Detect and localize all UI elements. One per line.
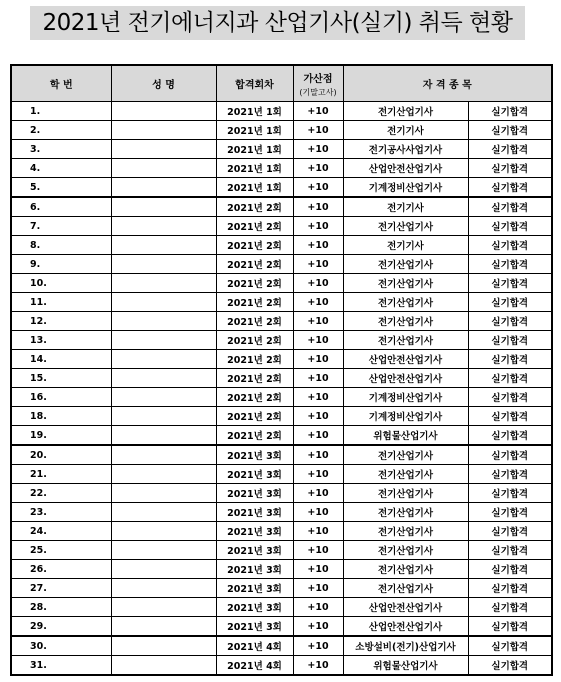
header-name: 성 명 bbox=[111, 65, 216, 102]
row-number: 14. bbox=[11, 350, 111, 369]
row-round: 2021년 1회 bbox=[216, 159, 293, 178]
table-row bbox=[11, 388, 552, 407]
header-bonus-sub: (기말고사) bbox=[299, 87, 337, 97]
table-row bbox=[11, 541, 552, 560]
row-status: 실기합격 bbox=[468, 445, 552, 465]
row-certification: 전기기사 bbox=[343, 197, 468, 217]
row-name bbox=[111, 522, 216, 541]
row-certification: 전기산업기사 bbox=[343, 560, 468, 579]
row-bonus: +10 bbox=[293, 560, 343, 579]
row-certification: 산업안전산업기사 bbox=[343, 598, 468, 617]
row-certification: 전기산업기사 bbox=[343, 293, 468, 312]
row-name bbox=[111, 178, 216, 198]
row-status: 실기합격 bbox=[468, 388, 552, 407]
row-bonus: +10 bbox=[293, 407, 343, 426]
row-number: 27. bbox=[11, 579, 111, 598]
row-number: 22. bbox=[11, 484, 111, 503]
row-bonus: +10 bbox=[293, 312, 343, 331]
row-round: 2021년 2회 bbox=[216, 350, 293, 369]
row-number: 7. bbox=[11, 217, 111, 236]
row-round: 2021년 3회 bbox=[216, 541, 293, 560]
row-certification: 전기산업기사 bbox=[343, 522, 468, 541]
row-certification: 기계정비산업기사 bbox=[343, 178, 468, 198]
row-bonus: +10 bbox=[293, 236, 343, 255]
row-round: 2021년 3회 bbox=[216, 617, 293, 637]
row-bonus: +10 bbox=[293, 274, 343, 293]
row-number: 8. bbox=[11, 236, 111, 255]
row-name bbox=[111, 102, 216, 121]
row-round: 2021년 3회 bbox=[216, 579, 293, 598]
row-status: 실기합격 bbox=[468, 636, 552, 656]
row-certification: 소방설비(전기)산업기사 bbox=[343, 636, 468, 656]
table-row bbox=[11, 503, 552, 522]
row-number: 9. bbox=[11, 255, 111, 274]
table-row bbox=[11, 331, 552, 350]
row-bonus: +10 bbox=[293, 503, 343, 522]
row-certification: 전기산업기사 bbox=[343, 274, 468, 293]
table-row bbox=[11, 350, 552, 369]
row-round: 2021년 3회 bbox=[216, 503, 293, 522]
row-name bbox=[111, 140, 216, 159]
row-name bbox=[111, 617, 216, 637]
row-round: 2021년 2회 bbox=[216, 426, 293, 446]
row-round: 2021년 3회 bbox=[216, 522, 293, 541]
table-row bbox=[11, 636, 552, 656]
row-name bbox=[111, 388, 216, 407]
row-number: 25. bbox=[11, 541, 111, 560]
row-bonus: +10 bbox=[293, 159, 343, 178]
row-status: 실기합격 bbox=[468, 598, 552, 617]
row-round: 2021년 2회 bbox=[216, 293, 293, 312]
row-certification: 전기산업기사 bbox=[343, 541, 468, 560]
row-status: 실기합격 bbox=[468, 140, 552, 159]
table-row bbox=[11, 159, 552, 178]
row-round: 2021년 2회 bbox=[216, 407, 293, 426]
row-name bbox=[111, 331, 216, 350]
table-row bbox=[11, 369, 552, 388]
certification-table bbox=[10, 64, 553, 676]
row-status: 실기합격 bbox=[468, 350, 552, 369]
row-round: 2021년 2회 bbox=[216, 255, 293, 274]
row-bonus: +10 bbox=[293, 617, 343, 637]
table-row bbox=[11, 522, 552, 541]
row-status: 실기합격 bbox=[468, 541, 552, 560]
row-name bbox=[111, 426, 216, 446]
row-round: 2021년 3회 bbox=[216, 445, 293, 465]
row-number: 2. bbox=[11, 121, 111, 140]
row-name bbox=[111, 445, 216, 465]
row-number: 11. bbox=[11, 293, 111, 312]
row-certification: 전기산업기사 bbox=[343, 579, 468, 598]
table-row bbox=[11, 579, 552, 598]
row-bonus: +10 bbox=[293, 426, 343, 446]
row-status: 실기합격 bbox=[468, 369, 552, 388]
row-name bbox=[111, 350, 216, 369]
row-status: 실기합격 bbox=[468, 465, 552, 484]
header-round: 합격회차 bbox=[216, 65, 293, 102]
row-bonus: +10 bbox=[293, 121, 343, 140]
row-bonus: +10 bbox=[293, 445, 343, 465]
row-status: 실기합격 bbox=[468, 484, 552, 503]
row-status: 실기합격 bbox=[468, 293, 552, 312]
row-certification: 산업안전산업기사 bbox=[343, 369, 468, 388]
table-row bbox=[11, 293, 552, 312]
row-number: 10. bbox=[11, 274, 111, 293]
table-row bbox=[11, 121, 552, 140]
row-bonus: +10 bbox=[293, 197, 343, 217]
row-status: 실기합격 bbox=[468, 159, 552, 178]
row-round: 2021년 2회 bbox=[216, 331, 293, 350]
row-bonus: +10 bbox=[293, 331, 343, 350]
table-row bbox=[11, 465, 552, 484]
table-row bbox=[11, 407, 552, 426]
table-row bbox=[11, 274, 552, 293]
row-number: 19. bbox=[11, 426, 111, 446]
table-row bbox=[11, 656, 552, 676]
row-name bbox=[111, 503, 216, 522]
row-name bbox=[111, 465, 216, 484]
row-round: 2021년 1회 bbox=[216, 121, 293, 140]
table-row bbox=[11, 426, 552, 446]
row-round: 2021년 2회 bbox=[216, 274, 293, 293]
row-round: 2021년 1회 bbox=[216, 140, 293, 159]
row-bonus: +10 bbox=[293, 217, 343, 236]
row-certification: 전기산업기사 bbox=[343, 465, 468, 484]
table-header-row bbox=[11, 65, 552, 102]
row-bonus: +10 bbox=[293, 178, 343, 198]
row-number: 30. bbox=[11, 636, 111, 656]
row-status: 실기합격 bbox=[468, 331, 552, 350]
row-status: 실기합격 bbox=[468, 121, 552, 140]
row-bonus: +10 bbox=[293, 541, 343, 560]
row-status: 실기합격 bbox=[468, 102, 552, 121]
row-name bbox=[111, 407, 216, 426]
header-bonus-label: 가산점 bbox=[303, 73, 333, 85]
row-name bbox=[111, 236, 216, 255]
row-status: 실기합격 bbox=[468, 426, 552, 446]
row-status: 실기합격 bbox=[468, 522, 552, 541]
table-row bbox=[11, 217, 552, 236]
row-status: 실기합격 bbox=[468, 274, 552, 293]
row-number: 23. bbox=[11, 503, 111, 522]
row-status: 실기합격 bbox=[468, 178, 552, 198]
table-row bbox=[11, 102, 552, 121]
row-name bbox=[111, 656, 216, 676]
row-certification: 전기기사 bbox=[343, 121, 468, 140]
row-number: 18. bbox=[11, 407, 111, 426]
row-round: 2021년 2회 bbox=[216, 197, 293, 217]
row-status: 실기합격 bbox=[468, 217, 552, 236]
table-row bbox=[11, 255, 552, 274]
row-bonus: +10 bbox=[293, 522, 343, 541]
row-number: 28. bbox=[11, 598, 111, 617]
row-status: 실기합격 bbox=[468, 197, 552, 217]
row-name bbox=[111, 369, 216, 388]
header-student-id: 학 번 bbox=[11, 65, 111, 102]
row-number: 24. bbox=[11, 522, 111, 541]
row-number: 26. bbox=[11, 560, 111, 579]
row-number: 5. bbox=[11, 178, 111, 198]
row-bonus: +10 bbox=[293, 656, 343, 676]
row-bonus: +10 bbox=[293, 369, 343, 388]
header-qualification: 자 격 종 목 bbox=[343, 65, 552, 102]
row-name bbox=[111, 579, 216, 598]
table-row bbox=[11, 598, 552, 617]
row-status: 실기합격 bbox=[468, 579, 552, 598]
row-number: 29. bbox=[11, 617, 111, 637]
row-round: 2021년 2회 bbox=[216, 236, 293, 255]
row-bonus: +10 bbox=[293, 140, 343, 159]
row-round: 2021년 3회 bbox=[216, 484, 293, 503]
row-number: 31. bbox=[11, 656, 111, 676]
row-round: 2021년 2회 bbox=[216, 369, 293, 388]
row-name bbox=[111, 274, 216, 293]
row-name bbox=[111, 197, 216, 217]
row-status: 실기합격 bbox=[468, 560, 552, 579]
row-status: 실기합격 bbox=[468, 255, 552, 274]
row-bonus: +10 bbox=[293, 598, 343, 617]
row-name bbox=[111, 541, 216, 560]
row-certification: 기계정비산업기사 bbox=[343, 407, 468, 426]
row-number: 1. bbox=[11, 102, 111, 121]
row-number: 15. bbox=[11, 369, 111, 388]
row-certification: 전기산업기사 bbox=[343, 331, 468, 350]
row-round: 2021년 2회 bbox=[216, 388, 293, 407]
table-row bbox=[11, 197, 552, 217]
row-certification: 전기산업기사 bbox=[343, 255, 468, 274]
row-name bbox=[111, 312, 216, 331]
row-name bbox=[111, 560, 216, 579]
row-bonus: +10 bbox=[293, 484, 343, 503]
row-name bbox=[111, 217, 216, 236]
row-number: 20. bbox=[11, 445, 111, 465]
table-row bbox=[11, 236, 552, 255]
row-bonus: +10 bbox=[293, 293, 343, 312]
row-round: 2021년 3회 bbox=[216, 598, 293, 617]
table-row bbox=[11, 445, 552, 465]
row-status: 실기합격 bbox=[468, 617, 552, 637]
table-row bbox=[11, 560, 552, 579]
row-number: 4. bbox=[11, 159, 111, 178]
row-number: 21. bbox=[11, 465, 111, 484]
row-certification: 전기산업기사 bbox=[343, 102, 468, 121]
row-name bbox=[111, 484, 216, 503]
row-certification: 전기산업기사 bbox=[343, 503, 468, 522]
row-status: 실기합격 bbox=[468, 312, 552, 331]
row-round: 2021년 4회 bbox=[216, 636, 293, 656]
row-number: 6. bbox=[11, 197, 111, 217]
row-certification: 전기기사 bbox=[343, 236, 468, 255]
row-bonus: +10 bbox=[293, 579, 343, 598]
row-bonus: +10 bbox=[293, 255, 343, 274]
row-round: 2021년 1회 bbox=[216, 102, 293, 121]
row-certification: 전기산업기사 bbox=[343, 312, 468, 331]
row-round: 2021년 2회 bbox=[216, 217, 293, 236]
row-number: 12. bbox=[11, 312, 111, 331]
row-status: 실기합격 bbox=[468, 503, 552, 522]
row-number: 3. bbox=[11, 140, 111, 159]
title-banner bbox=[30, 6, 525, 40]
row-status: 실기합격 bbox=[468, 656, 552, 676]
row-bonus: +10 bbox=[293, 636, 343, 656]
row-certification: 산업안전산업기사 bbox=[343, 617, 468, 637]
row-certification: 기계정비산업기사 bbox=[343, 388, 468, 407]
row-round: 2021년 2회 bbox=[216, 312, 293, 331]
row-number: 16. bbox=[11, 388, 111, 407]
row-bonus: +10 bbox=[293, 388, 343, 407]
row-number: 13. bbox=[11, 331, 111, 350]
table-row bbox=[11, 617, 552, 637]
row-status: 실기합격 bbox=[468, 236, 552, 255]
header-bonus bbox=[293, 65, 343, 102]
row-name bbox=[111, 159, 216, 178]
row-name bbox=[111, 121, 216, 140]
row-status: 실기합격 bbox=[468, 407, 552, 426]
row-round: 2021년 3회 bbox=[216, 560, 293, 579]
row-certification: 위험물산업기사 bbox=[343, 656, 468, 676]
table-row bbox=[11, 312, 552, 331]
row-certification: 전기산업기사 bbox=[343, 217, 468, 236]
row-name bbox=[111, 255, 216, 274]
row-round: 2021년 1회 bbox=[216, 178, 293, 198]
row-bonus: +10 bbox=[293, 102, 343, 121]
page-title: 2021년 전기에너지과 산업기사(실기) 취득 현황 bbox=[42, 10, 513, 36]
row-certification: 산업안전산업기사 bbox=[343, 350, 468, 369]
row-name bbox=[111, 293, 216, 312]
row-name bbox=[111, 636, 216, 656]
row-certification: 위험물산업기사 bbox=[343, 426, 468, 446]
row-round: 2021년 4회 bbox=[216, 656, 293, 676]
row-certification: 전기산업기사 bbox=[343, 484, 468, 503]
row-bonus: +10 bbox=[293, 465, 343, 484]
row-round: 2021년 3회 bbox=[216, 465, 293, 484]
row-name bbox=[111, 598, 216, 617]
row-certification: 산업안전산업기사 bbox=[343, 159, 468, 178]
table-row bbox=[11, 484, 552, 503]
row-certification: 전기산업기사 bbox=[343, 445, 468, 465]
table-row bbox=[11, 140, 552, 159]
row-certification: 전기공사사업기사 bbox=[343, 140, 468, 159]
row-bonus: +10 bbox=[293, 350, 343, 369]
table-row bbox=[11, 178, 552, 198]
